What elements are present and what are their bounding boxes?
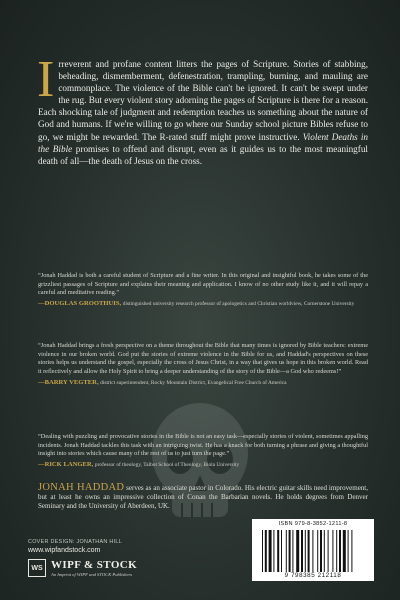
- back-cover-blurb: [37, 51, 368, 167]
- endorser-title: district superintendent, Rocky Mountain District, Evangelical Free Church of America: [100, 379, 287, 386]
- publisher-logo: [28, 559, 208, 581]
- endorser-title: distinguished university research professor of apologetics and Christian worldview, Cornerstone University: [122, 301, 355, 308]
- endorser-title: professor of theology, Talbot School of Theology, Biola University: [94, 462, 240, 469]
- publisher-name: WIPF & STOCK: [51, 559, 138, 571]
- endorser-name: —BARRY VEGTER,: [38, 378, 99, 386]
- author-bio: [38, 483, 368, 512]
- isbn-barcode: [252, 519, 374, 581]
- publisher-tagline: An Imprint of WIPF and STOCK Publishers: [51, 572, 133, 577]
- bio-text: serves as an associate pastor in Colorado. His electric guitar skills need improvement, but at least he owns an impressive collection of Conan the Barbarian novels. He holds degrees from Denver Seminary and the University of Aberdeen, UK.: [38, 484, 368, 511]
- endorsement-quote: “Jonah Haddad is both a careful student of Scripture and a fine writer. In this original and insightful book, he takes some of the grizzliest passages of Scripture and explains their meaning and application. I know of no other study like it, and it will repay a careful and meditative reading.”: [38, 272, 368, 297]
- publisher-logo-icon: WS: [28, 559, 46, 577]
- publisher-url: www.wipfandstock.com: [28, 547, 101, 554]
- barcode-number: 9 798385 212118: [284, 572, 342, 579]
- endorsement: [38, 272, 368, 309]
- barcode-bars: [262, 530, 364, 572]
- endorser-name: —DOUGLAS GROOTHUIS,: [38, 300, 122, 308]
- book-title: Violent Deaths in the Bible: [38, 131, 368, 154]
- endorsement-quote: “Dealing with puzzling and provocative stories in the Bible is not an easy task—especially stories of violent, sometimes appalling incidents. Jonah Haddad tackles this task with an intriguing twist. He has a knack for both turning a phrase and giving a thoughtful insight into stories which cause many of the rest of us to just turn the page.”: [38, 433, 368, 458]
- drop-cap: I: [37, 51, 55, 108]
- isbn-label: ISBN 979-8-3852-1211-8: [278, 521, 348, 527]
- blurb-text-1: rreverent and profane content litters the pages of Scripture. Stories of stabbing, beheading, dismemberment, defenestration, trampling, burning, and mauling are commonplace. The violence of the Bible can't be ignored. It can't be swept under the rug. But every violent story adorning the pages of Scripture is there for a reason. Each shocking tale of judgment and redemption teaches us something about the nature of God and humans. If we're willing to go where our Sunday school picture Bibles refuse to go, we might be rewarded. The R-rated stuff might prove instructive.: [38, 59, 368, 142]
- endorsement: [38, 433, 368, 470]
- cover-credit: COVER DESIGN: JONATHAN HILL: [28, 539, 122, 545]
- endorser-name: —RICK LANGER,: [38, 461, 94, 469]
- author-name: JONAH HADDAD: [38, 482, 125, 493]
- endorsement: [38, 342, 368, 388]
- blurb-text-2: promises to offend and disrupt, even as it guides us to the most meaningful death of all—the death of Jesus on the cross.: [38, 143, 368, 166]
- endorsement-quote: “Jonah Haddad brings a fresh perspective on a theme throughout the Bible that many times is ignored by Bible teachers: extreme violence in our broken world. God put the stories of extreme violence in the Bible for us, and Haddad's perspectives on these stories helps us understand the gospel, especially the cross of Jesus Christ, in a way that gives us hope in this broken world. Read it reflectively and allow the Holy Spirit to bring a deeper understanding of the story of the Bible—a God who redeems!”: [38, 342, 368, 376]
